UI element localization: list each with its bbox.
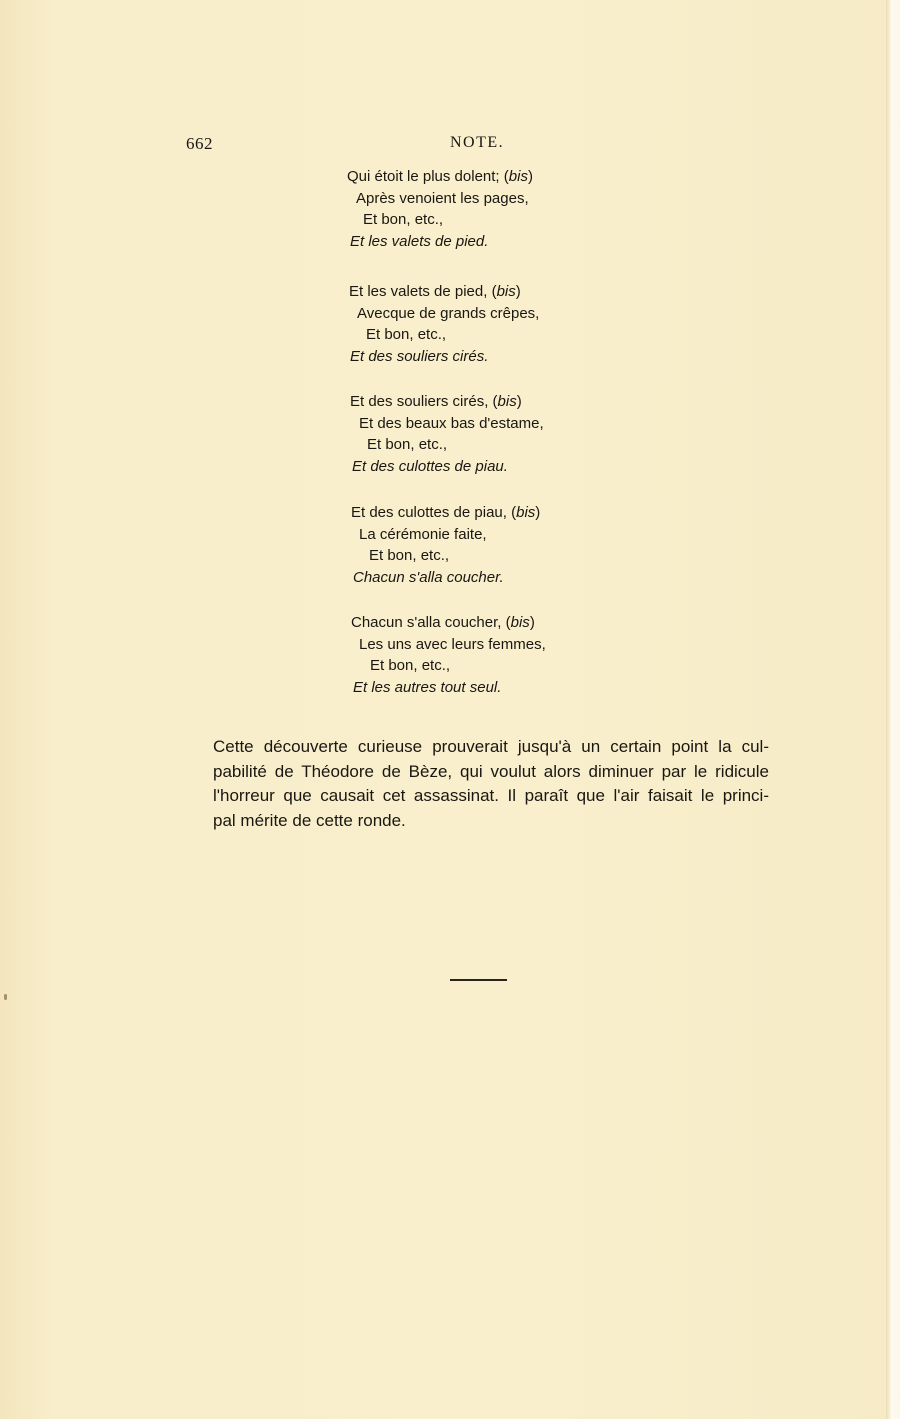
verse-line: Et bon, etc., <box>366 326 447 343</box>
verse-refrain-line: Et les valets de pied. <box>350 232 489 250</box>
verse-line: Et des beaux bas d'estame, <box>359 414 544 432</box>
verse-refrain-line: Chacun s'alla coucher. <box>353 568 504 586</box>
verse-refrain-line: Et des souliers cirés. <box>350 347 489 365</box>
verse-line: Et les valets de pied, (bis) <box>349 283 521 300</box>
end-rule <box>450 979 507 981</box>
verse-line: Avecque de grands crêpes, <box>357 304 540 322</box>
bis-marker: bis <box>496 283 516 300</box>
closing-paragraph <box>213 735 769 833</box>
bis-marker: bis <box>510 614 530 631</box>
paragraph-line: pal mérite de cette ronde. <box>213 810 406 830</box>
verse-line: Chacun s'alla coucher, (bis) <box>351 614 535 631</box>
verse-line: Et bon, etc., <box>370 657 451 674</box>
verse-line: Qui étoit le plus dolent; (bis) <box>347 168 533 185</box>
running-head: NOTE. <box>450 134 505 151</box>
paragraph-line: pabilité de Théodore de Bèze, qui voulut alors diminuer par le ridicule <box>213 761 769 781</box>
verse-line: La cérémonie faite, <box>359 525 487 543</box>
verse-line: Et bon, etc., <box>369 547 450 564</box>
page-number: 662 <box>186 134 213 153</box>
bis-marker: bis <box>497 393 517 410</box>
verse-line: Les uns avec leurs femmes, <box>359 635 546 653</box>
paragraph-line: Cette découverte curieuse prouverait jusqu'à un certain point la cul- <box>213 737 769 756</box>
bis-marker: bis <box>516 504 536 521</box>
page-edge <box>886 0 900 1419</box>
verse-line: Et des culottes de piau, (bis) <box>351 504 541 521</box>
verse-refrain-line: Et des culottes de piau. <box>352 457 508 475</box>
bis-marker: bis <box>508 168 528 185</box>
verse-line: Et des souliers cirés, (bis) <box>350 393 522 410</box>
verse-line: Et bon, etc., <box>367 436 448 453</box>
paper-speck <box>4 994 7 1000</box>
verse-line: Après venoient les pages, <box>356 189 529 207</box>
verse-line: Et bon, etc., <box>363 211 444 228</box>
verse-refrain-line: Et les autres tout seul. <box>353 678 502 696</box>
page-header <box>186 134 770 158</box>
paragraph-line: l'horreur que causait cet assassinat. Il paraît que l'air faisait le princi- <box>213 786 769 805</box>
